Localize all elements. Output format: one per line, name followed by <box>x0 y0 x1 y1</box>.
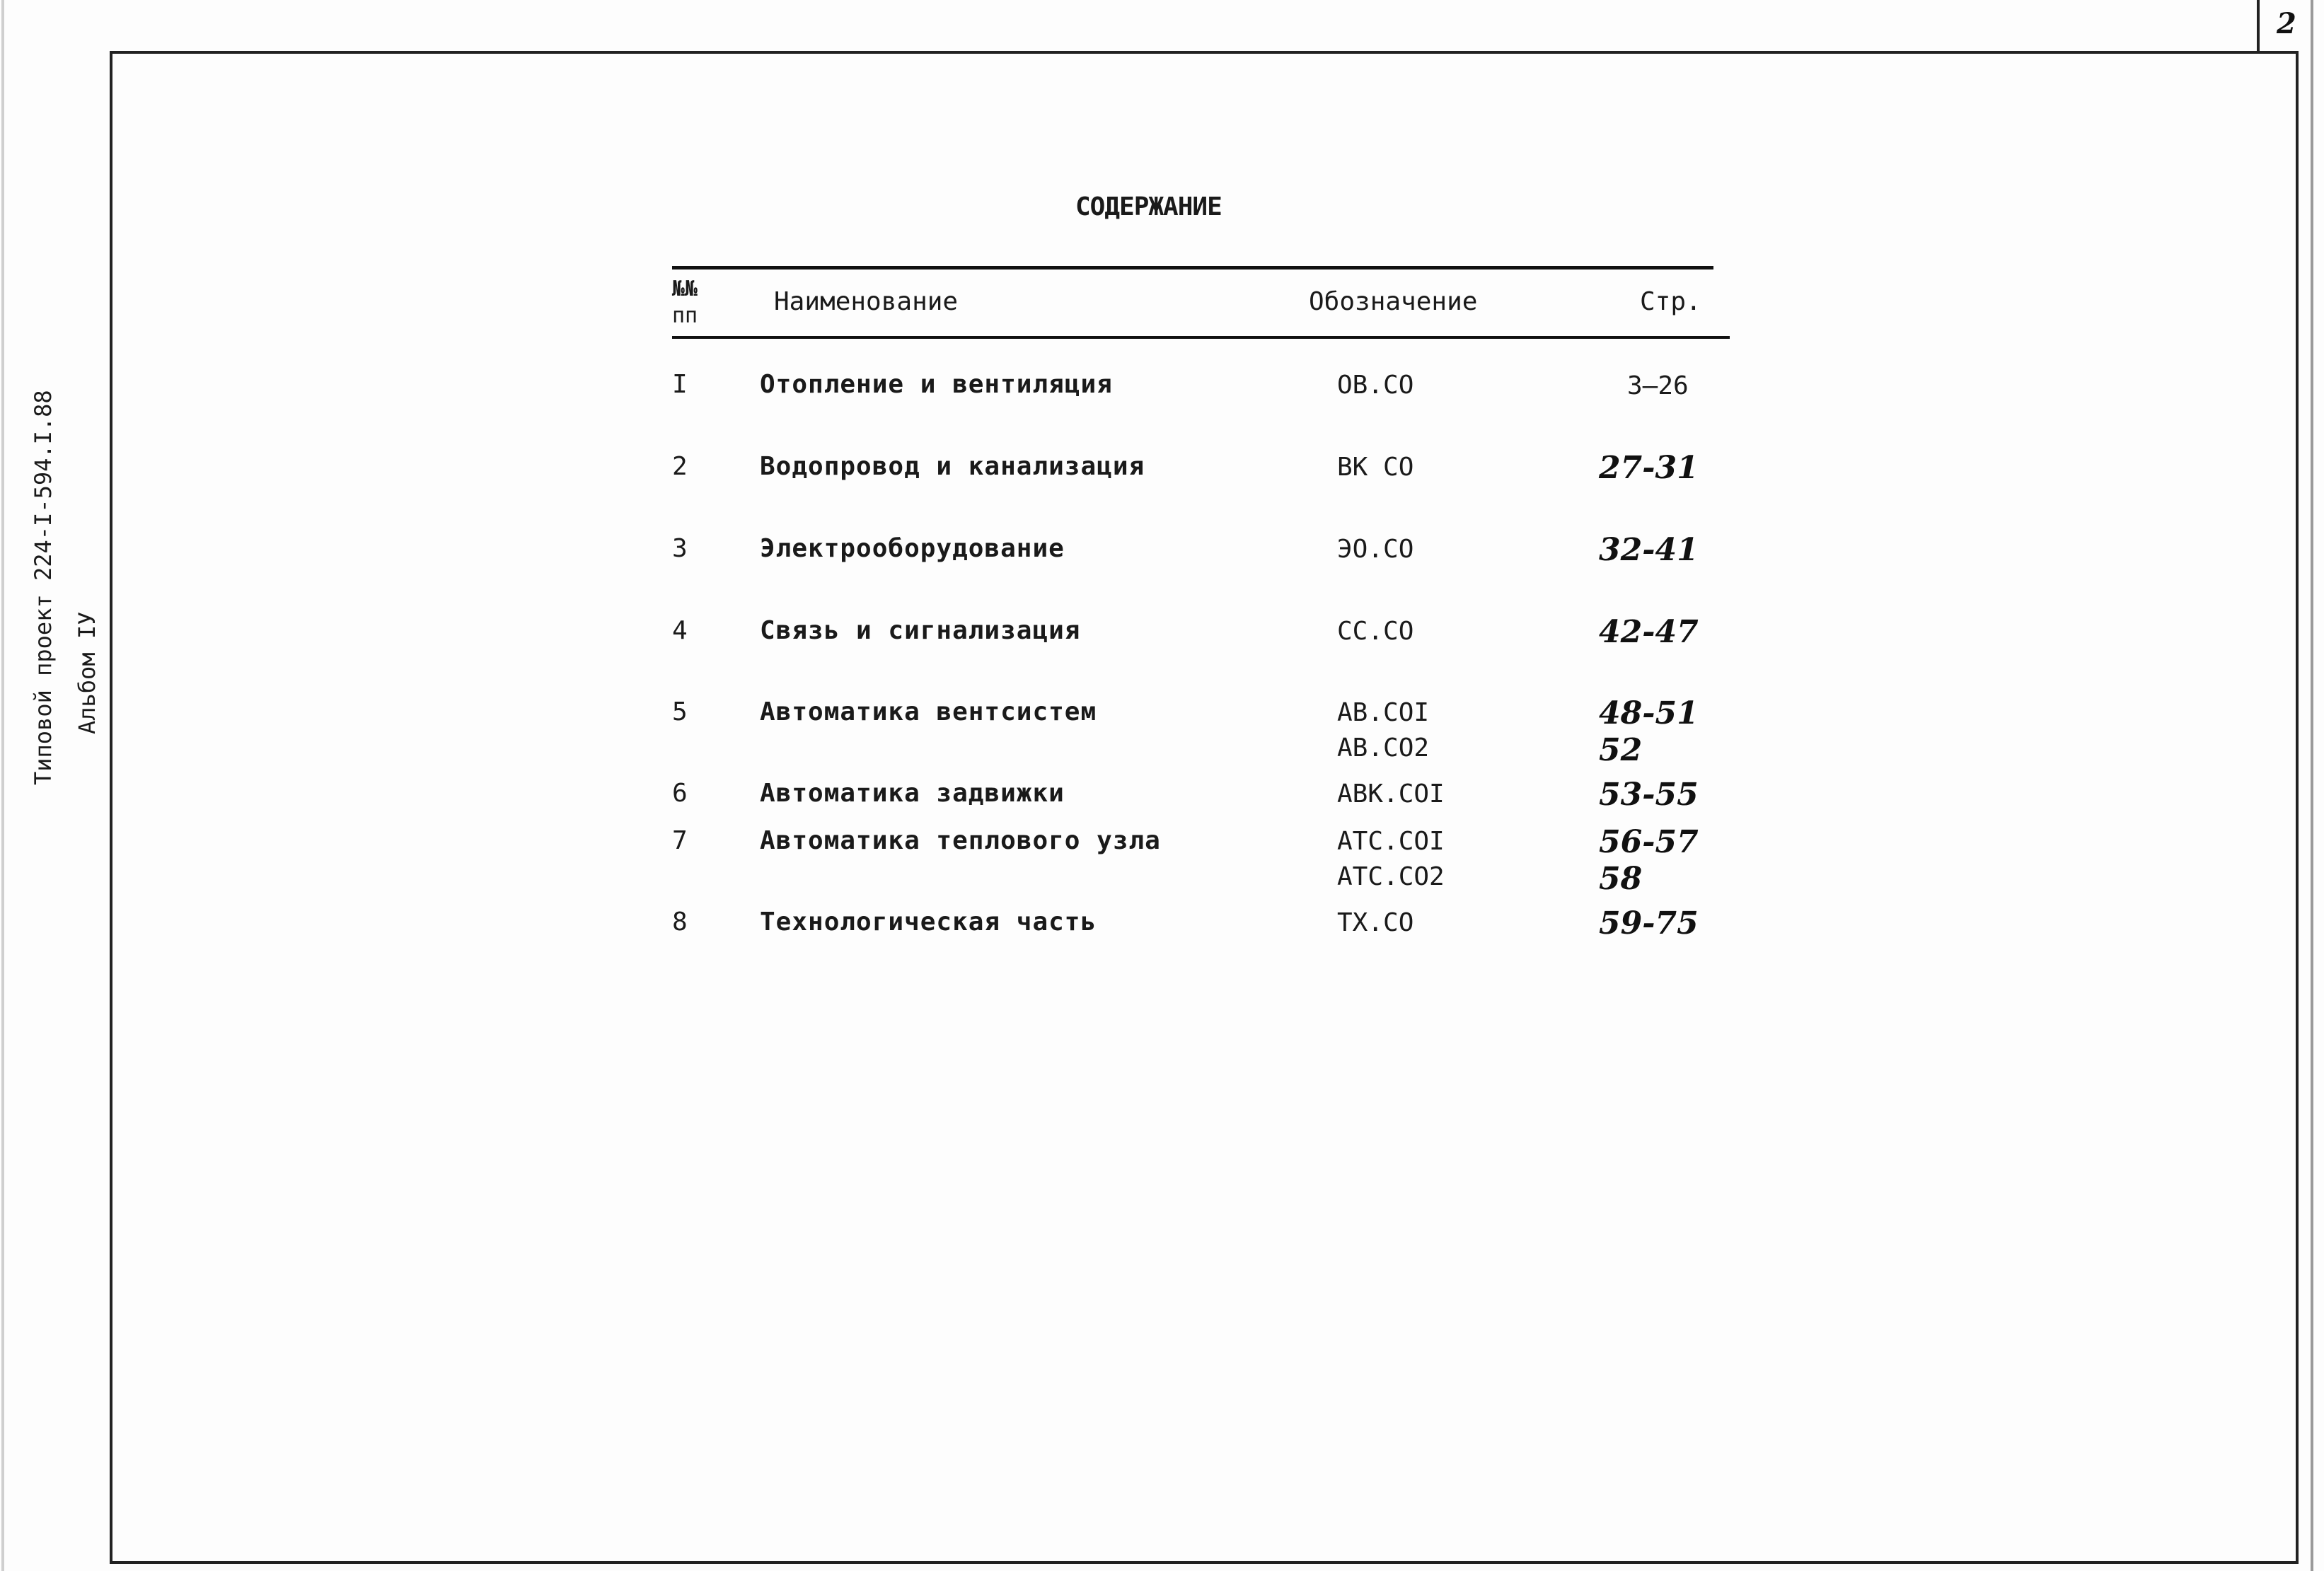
row-designation <box>1337 777 1445 812</box>
header-number-abbr: пп <box>672 303 698 328</box>
table-row <box>0 695 2324 768</box>
row-number: 4 <box>672 616 688 645</box>
table-header-rule <box>672 336 1730 339</box>
page-range: 59-75 <box>1599 905 1699 941</box>
table-row <box>0 368 2324 410</box>
row-designation <box>1337 824 1445 895</box>
table-row <box>0 777 2324 819</box>
header-number-symbol: №№ <box>672 277 698 301</box>
header-code: Обозначение <box>1309 287 1478 316</box>
designation-code: ВК СО <box>1337 453 1414 482</box>
header-number <box>672 276 715 330</box>
table-row <box>0 614 2324 656</box>
designation-code: АВ.СОI <box>1337 698 1430 727</box>
page-range: 3–26 <box>1627 371 1689 400</box>
table-row <box>0 905 2324 948</box>
row-name: Автоматика вентсистем <box>760 697 1097 726</box>
row-pages <box>1599 450 1699 487</box>
designation-code: АВК.СОI <box>1337 779 1445 808</box>
row-designation <box>1337 532 1414 567</box>
row-pages <box>1599 824 1699 898</box>
row-pages <box>1599 368 1689 405</box>
designation-code: АТС.СО2 <box>1337 862 1445 891</box>
row-number: 5 <box>672 697 688 726</box>
designation-code: ЭО.СО <box>1337 535 1414 564</box>
row-number: 7 <box>672 826 688 855</box>
page-range: 27-31 <box>1599 450 1699 486</box>
page-range: 52 <box>1599 732 1643 768</box>
table-row <box>0 532 2324 574</box>
row-pages <box>1599 532 1699 569</box>
row-designation <box>1337 905 1414 941</box>
designation-code: СС.СО <box>1337 617 1414 646</box>
row-name: Водопровод и канализация <box>760 452 1145 481</box>
designation-code: ТХ.СО <box>1337 908 1414 937</box>
page-range: 32-41 <box>1599 532 1699 568</box>
side-stamp-album: Альбом IУ <box>74 611 100 734</box>
row-designation <box>1337 368 1414 403</box>
table-top-rule <box>672 266 1713 269</box>
row-name: Связь и сигнализация <box>760 616 1081 645</box>
page-range: 42-47 <box>1599 614 1699 650</box>
page-number: 2 <box>2277 7 2296 40</box>
row-name: Автоматика задвижки <box>760 779 1065 808</box>
page-range: 56-57 <box>1599 824 1699 860</box>
row-designation <box>1337 614 1414 649</box>
row-number: 8 <box>672 908 688 937</box>
table-row <box>0 824 2324 897</box>
row-number: 3 <box>672 534 688 563</box>
page-range: 53-55 <box>1599 777 1699 813</box>
header-page: Стр. <box>1640 287 1701 316</box>
row-pages <box>1599 614 1699 651</box>
row-name: Технологическая часть <box>760 908 1097 937</box>
row-pages <box>1599 777 1699 813</box>
contents-title: СОДЕРЖАНИЕ <box>1075 192 1222 221</box>
row-number: 2 <box>672 452 688 481</box>
table-row <box>0 450 2324 492</box>
row-pages <box>1599 695 1699 769</box>
row-designation <box>1337 450 1414 485</box>
designation-code: АТС.СОI <box>1337 827 1445 856</box>
row-designation <box>1337 695 1429 766</box>
designation-code: ОВ.СО <box>1337 371 1414 400</box>
row-name: Отопление и вентиляция <box>760 370 1113 399</box>
row-number: I <box>672 370 688 399</box>
designation-code: АВ.СО2 <box>1337 734 1430 763</box>
side-stamp-project: Типовой проект 224-I-594.I.88 <box>30 390 57 785</box>
row-name: Автоматика теплового узла <box>760 826 1161 855</box>
row-number: 6 <box>672 779 688 808</box>
header-name: Наименование <box>774 287 959 316</box>
page-range: 48-51 <box>1599 695 1699 731</box>
row-name: Электрооборудование <box>760 534 1065 563</box>
page-range: 58 <box>1599 861 1643 897</box>
row-pages <box>1599 905 1699 942</box>
